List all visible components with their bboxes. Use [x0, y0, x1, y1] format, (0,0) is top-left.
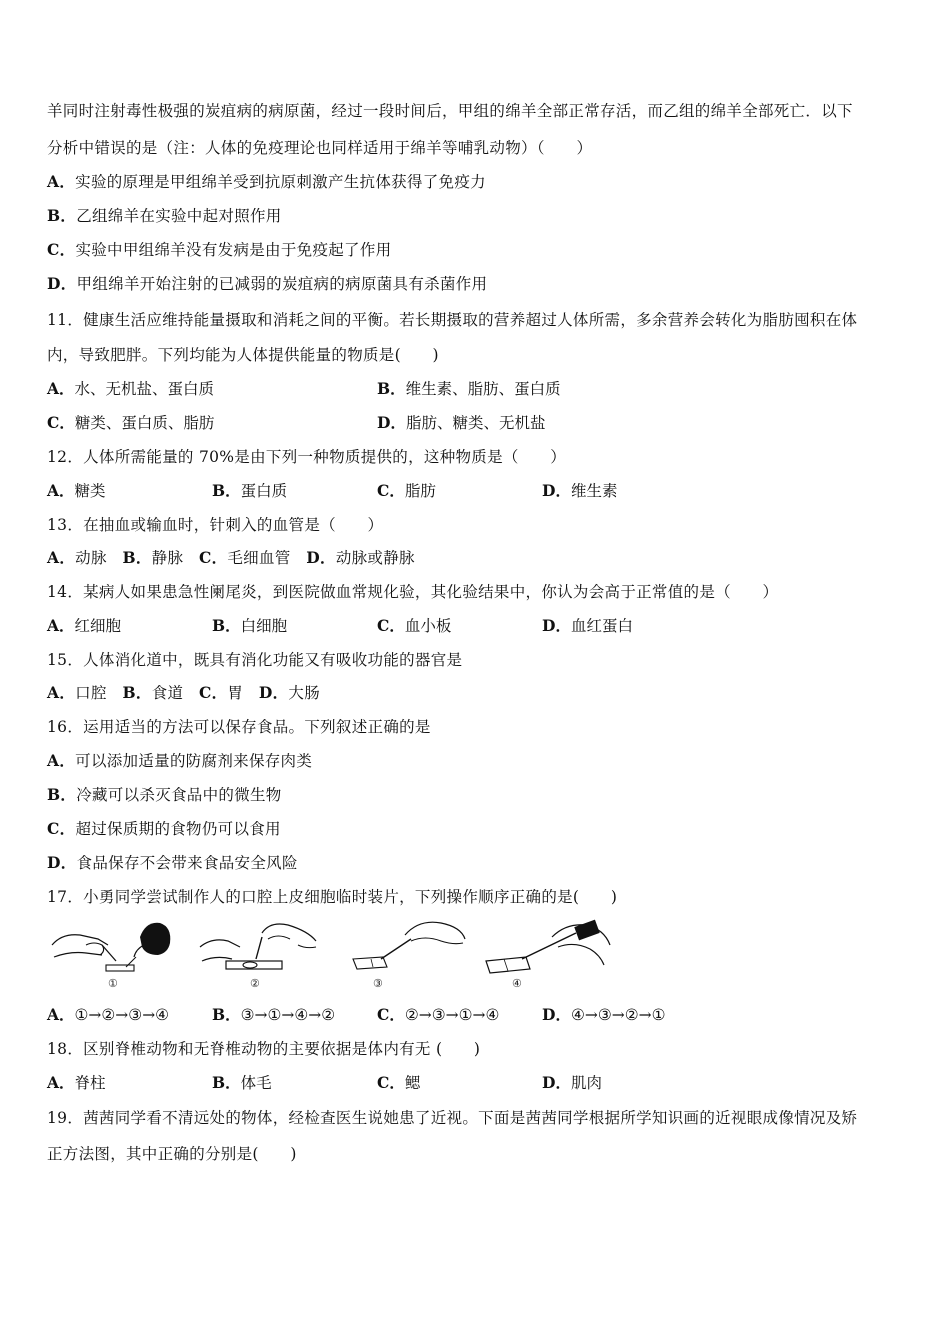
q17-option-a: ①→②→③→④	[74, 1006, 170, 1024]
q13-option-d: 动脉或静脉	[335, 549, 415, 567]
q12-option-d: 维生素	[570, 482, 618, 500]
option-label: C．	[198, 548, 228, 567]
q15-option-b: 食道	[151, 684, 184, 702]
q19-stem-line2: 正方法图，其中正确的分别是( )	[47, 1145, 297, 1163]
q11-option-d: 脂肪、糖类、无机盐	[405, 414, 546, 432]
q11-option-c: 糖类、蛋白质、脂肪	[74, 414, 215, 432]
option-label: A．	[47, 548, 76, 567]
option-label: B．	[47, 785, 77, 804]
q10-option-d	[47, 274, 487, 294]
q11-option-b: 维生素、脂肪、蛋白质	[405, 380, 561, 398]
q15-option-a: 口腔	[75, 684, 107, 702]
q14-option-a: 红细胞	[74, 617, 122, 635]
q10-option-c	[47, 240, 391, 260]
q17-figure-3	[345, 915, 470, 990]
option-label: C．	[377, 1073, 405, 1092]
q14-stem: 14．某病人如果患急性阑尾炎，到医院做血常规化验，其化验结果中，你认为会高于正常值的是（ ）	[47, 583, 779, 601]
q14-option-c: 血小板	[404, 617, 452, 635]
option-label: C．	[47, 819, 76, 838]
q13-option-a: 动脉	[75, 549, 107, 567]
q16-option-b	[47, 785, 282, 805]
q10-option-a	[47, 172, 486, 192]
figure-label: ②	[250, 977, 260, 990]
q12-option-c: 脂肪	[404, 482, 436, 500]
q13-options	[47, 548, 415, 568]
option-text: 实验的原理是甲组绵羊受到抗原刺激产生抗体获得了免疫力	[75, 173, 486, 191]
option-label: B．	[377, 379, 406, 398]
option-label: A．	[47, 1005, 75, 1024]
option-label: B．	[212, 616, 241, 635]
figure-label: ④	[512, 977, 522, 990]
option-label: A．	[47, 379, 75, 398]
option-label: D．	[47, 853, 77, 872]
q10-stem-line2: 分析中错误的是（注：人体的免疫理论也同样适用于绵羊等哺乳动物）（ ）	[47, 139, 593, 157]
option-label: A．	[47, 616, 75, 635]
option-label: A．	[47, 172, 76, 191]
slide-staining-illustration	[198, 915, 323, 987]
q18-stem: 18．区别脊椎动物和无脊椎动物的主要依据是体内有无 ( )	[47, 1040, 481, 1058]
q17-figure-2	[198, 915, 323, 990]
q12-option-b: 蛋白质	[240, 482, 288, 500]
figure-label: ③	[373, 977, 383, 990]
slide-scraping-illustration	[345, 915, 470, 987]
option-label: D．	[542, 1005, 571, 1024]
option-label: C．	[377, 1005, 405, 1024]
option-label: D．	[542, 481, 571, 500]
q15-stem: 15．人体消化道中，既具有消化功能又有吸收功能的器官是	[47, 651, 463, 669]
option-label: A．	[47, 683, 76, 702]
q15-options	[47, 683, 320, 703]
option-label: D．	[377, 413, 406, 432]
option-text: 可以添加适量的防腐剂来保存肉类	[75, 752, 313, 770]
q13-stem: 13．在抽血或输血时，针刺入的血管是（ ）	[47, 516, 384, 534]
q17-option-c: ②→③→①→④	[404, 1006, 500, 1024]
option-label: B．	[47, 206, 77, 225]
option-label: A．	[47, 751, 76, 770]
option-label: B．	[122, 548, 152, 567]
option-label: A．	[47, 481, 75, 500]
coverslip-placing-illustration	[482, 915, 612, 987]
q17-figures	[50, 915, 620, 995]
q19-stem-line1: 19．茜茜同学看不清远处的物体，经检查医生说她患了近视。下面是茜茜同学根据所学知识画的近视眼成像情况及矫	[47, 1109, 858, 1127]
q15-option-d: 大肠	[288, 684, 321, 702]
figure-label: ①	[108, 977, 118, 990]
q16-option-c	[47, 819, 281, 839]
option-label: D．	[258, 683, 289, 702]
option-label: B．	[212, 481, 241, 500]
q18-option-d: 肌肉	[570, 1074, 602, 1092]
option-text: 食品保存不会带来食品安全风险	[76, 854, 298, 872]
q17-figure-1	[50, 915, 175, 990]
q13-option-b: 静脉	[151, 549, 184, 567]
option-label: D．	[306, 548, 336, 567]
option-label: B．	[212, 1073, 241, 1092]
q14-option-b: 白细胞	[240, 617, 288, 635]
option-text: 冷藏可以杀灭食品中的微生物	[76, 786, 282, 804]
q11-stem-line1: 11．健康生活应维持能量摄取和消耗之间的平衡。若长期摄取的营养超过人体所需，多余营养会转化为脂肪囤积在体	[47, 311, 858, 329]
option-label: C．	[377, 481, 405, 500]
option-label: B．	[122, 683, 152, 702]
q17-stem: 17．小勇同学尝试制作人的口腔上皮细胞临时装片，下列操作顺序正确的是( )	[47, 888, 618, 906]
q17-option-b: ③→①→④→②	[240, 1006, 336, 1024]
option-label: D．	[47, 274, 77, 293]
q16-option-a	[47, 751, 312, 771]
q12-option-a: 糖类	[74, 482, 106, 500]
option-text: 乙组绵羊在实验中起对照作用	[76, 207, 282, 225]
q14-option-d: 血红蛋白	[570, 617, 633, 635]
q16-stem: 16．运用适当的方法可以保存食品。下列叙述正确的是	[47, 718, 431, 736]
q13-option-c: 毛细血管	[227, 549, 291, 567]
option-text: 实验中甲组绵羊没有发病是由于免疫起了作用	[75, 241, 392, 259]
option-label: A．	[47, 1073, 75, 1092]
option-text: 超过保质期的食物仍可以食用	[75, 820, 281, 838]
q17-option-d: ④→③→②→①	[570, 1006, 666, 1024]
q11-stem-line2: 内，导致肥胖。下列均能为人体提供能量的物质是( )	[47, 346, 439, 364]
option-label: C．	[377, 616, 405, 635]
option-label: D．	[542, 1073, 571, 1092]
q10-stem-line1: 羊同时注射毒性极强的炭疽病的病原菌，经过一段时间后，甲组的绵羊全部正常存活，而乙组的绵羊全部死亡．以下	[47, 102, 853, 120]
q11-option-a: 水、无机盐、蛋白质	[74, 380, 215, 398]
q16-option-d	[47, 853, 298, 873]
q18-option-b: 体毛	[240, 1074, 272, 1092]
option-label: C．	[198, 683, 228, 702]
q12-stem: 12．人体所需能量的 70%是由下列一种物质提供的，这种物质是（ ）	[47, 448, 567, 466]
option-label: B．	[212, 1005, 241, 1024]
option-label: C．	[47, 240, 76, 259]
q15-option-c: 胃	[227, 684, 244, 702]
q17-figure-4	[482, 915, 612, 990]
option-text: 甲组绵羊开始注射的已减弱的炭疽病的病原菌具有杀菌作用	[76, 275, 488, 293]
q10-option-b	[47, 206, 282, 226]
q18-option-c: 鳃	[404, 1074, 421, 1092]
option-label: D．	[542, 616, 571, 635]
q18-option-a: 脊柱	[74, 1074, 106, 1092]
option-label: C．	[47, 413, 75, 432]
